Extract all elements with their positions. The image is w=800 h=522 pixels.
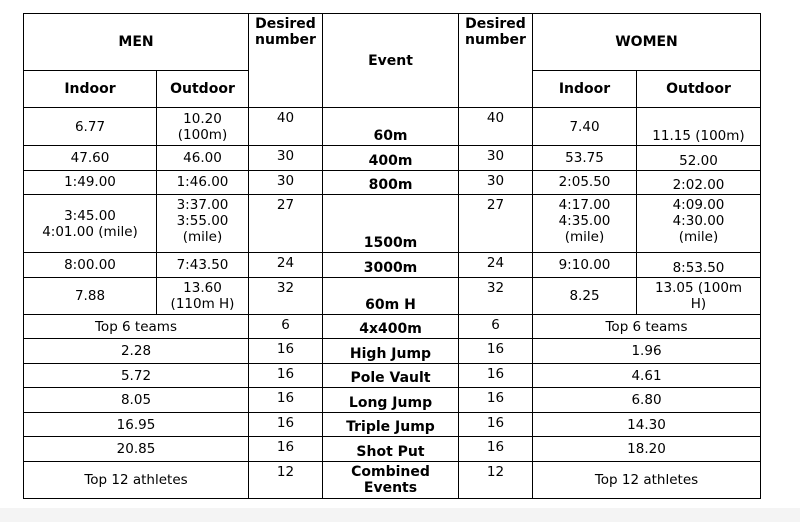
men-outdoor-header: Outdoor — [157, 71, 249, 108]
event-cell: Triple Jump — [323, 412, 459, 437]
men-outdoor-cell: 3:37.00 3:55.00 (mile) — [157, 195, 249, 253]
men-mark-cell: Top 6 teams — [24, 314, 249, 339]
page-bottom-band — [0, 508, 800, 522]
women-mark-cell: 4.61 — [533, 363, 761, 388]
table-row — [24, 388, 761, 413]
men-header: MEN — [24, 14, 249, 71]
desired-number-right-cell: 16 — [459, 388, 533, 413]
men-outdoor-cell: 1:46.00 — [157, 170, 249, 195]
event-cell: 60m H — [323, 277, 459, 314]
desired-number-left-cell: 30 — [249, 170, 323, 195]
men-mark-cell: Top 12 athletes — [24, 462, 249, 499]
desired-number-left-cell: 27 — [249, 195, 323, 253]
event-cell: 400m — [323, 145, 459, 170]
men-outdoor-cell: 7:43.50 — [157, 253, 249, 278]
men-indoor-cell: 6.77 — [24, 108, 157, 146]
desired-number-right-cell: 30 — [459, 145, 533, 170]
event-cell: 4x400m — [323, 314, 459, 339]
women-outdoor-cell: 13.05 (100m H) — [637, 277, 761, 314]
event-cell: Pole Vault — [323, 363, 459, 388]
women-outdoor-cell: 11.15 (100m) — [637, 108, 761, 146]
event-cell: 3000m — [323, 253, 459, 278]
women-mark-cell: Top 12 athletes — [533, 462, 761, 499]
women-outdoor-cell: 4:09.00 4:30.00 (mile) — [637, 195, 761, 253]
event-cell: 800m — [323, 170, 459, 195]
women-indoor-header: Indoor — [533, 71, 637, 108]
table-row — [24, 339, 761, 364]
women-outdoor-header: Outdoor — [637, 71, 761, 108]
table-row — [24, 277, 761, 314]
women-mark-cell: 14.30 — [533, 412, 761, 437]
event-cell: Combined Events — [323, 462, 459, 499]
qualifying-standards-table — [23, 13, 761, 499]
event-cell: 1500m — [323, 195, 459, 253]
table-row — [24, 145, 761, 170]
desired-number-right-cell: 6 — [459, 314, 533, 339]
desired-number-right-cell: 24 — [459, 253, 533, 278]
table-row — [24, 195, 761, 253]
men-indoor-cell: 7.88 — [24, 277, 157, 314]
men-outdoor-cell: 13.60 (110m H) — [157, 277, 249, 314]
women-header: WOMEN — [533, 14, 761, 71]
table-row — [24, 253, 761, 278]
women-mark-cell: 1.96 — [533, 339, 761, 364]
women-outdoor-cell: 52.00 — [637, 145, 761, 170]
men-mark-cell: 2.28 — [24, 339, 249, 364]
women-mark-cell: 18.20 — [533, 437, 761, 462]
desired-number-left-cell: 16 — [249, 412, 323, 437]
table-row — [24, 412, 761, 437]
women-outdoor-cell: 2:02.00 — [637, 170, 761, 195]
desired-number-header-right: Desired number — [459, 14, 533, 108]
desired-number-left-cell: 30 — [249, 145, 323, 170]
desired-number-left-cell: 16 — [249, 339, 323, 364]
desired-number-right-cell: 16 — [459, 437, 533, 462]
event-header: Event — [323, 14, 459, 108]
desired-number-right-cell: 16 — [459, 412, 533, 437]
desired-number-right-cell: 40 — [459, 108, 533, 146]
table-row — [24, 462, 761, 499]
table-row — [24, 314, 761, 339]
men-indoor-cell: 8:00.00 — [24, 253, 157, 278]
men-indoor-cell: 47.60 — [24, 145, 157, 170]
men-indoor-cell: 1:49.00 — [24, 170, 157, 195]
event-cell: Long Jump — [323, 388, 459, 413]
women-indoor-cell: 8.25 — [533, 277, 637, 314]
men-mark-cell: 8.05 — [24, 388, 249, 413]
desired-number-left-cell: 12 — [249, 462, 323, 499]
desired-number-left-cell: 32 — [249, 277, 323, 314]
desired-number-left-cell: 24 — [249, 253, 323, 278]
women-indoor-cell: 53.75 — [533, 145, 637, 170]
table-row — [24, 170, 761, 195]
event-cell: Shot Put — [323, 437, 459, 462]
women-outdoor-cell: 8:53.50 — [637, 253, 761, 278]
desired-number-left-cell: 16 — [249, 363, 323, 388]
desired-number-header-left: Desired number — [249, 14, 323, 108]
men-indoor-cell: 3:45.00 4:01.00 (mile) — [24, 195, 157, 253]
men-mark-cell: 16.95 — [24, 412, 249, 437]
desired-number-left-cell: 6 — [249, 314, 323, 339]
desired-number-left-cell: 16 — [249, 388, 323, 413]
women-mark-cell: Top 6 teams — [533, 314, 761, 339]
women-mark-cell: 6.80 — [533, 388, 761, 413]
desired-number-right-cell: 27 — [459, 195, 533, 253]
table-row — [24, 437, 761, 462]
desired-number-left-cell: 16 — [249, 437, 323, 462]
women-indoor-cell: 7.40 — [533, 108, 637, 146]
table-row — [24, 108, 761, 146]
women-indoor-cell: 4:17.00 4:35.00 (mile) — [533, 195, 637, 253]
women-indoor-cell: 9:10.00 — [533, 253, 637, 278]
desired-number-right-cell: 16 — [459, 339, 533, 364]
desired-number-right-cell: 32 — [459, 277, 533, 314]
women-indoor-cell: 2:05.50 — [533, 170, 637, 195]
men-mark-cell: 5.72 — [24, 363, 249, 388]
event-cell: 60m — [323, 108, 459, 146]
desired-number-right-cell: 12 — [459, 462, 533, 499]
desired-number-right-cell: 16 — [459, 363, 533, 388]
men-outdoor-cell: 46.00 — [157, 145, 249, 170]
men-outdoor-cell: 10.20 (100m) — [157, 108, 249, 146]
desired-number-right-cell: 30 — [459, 170, 533, 195]
men-mark-cell: 20.85 — [24, 437, 249, 462]
men-indoor-header: Indoor — [24, 71, 157, 108]
desired-number-left-cell: 40 — [249, 108, 323, 146]
table-row — [24, 363, 761, 388]
event-cell: High Jump — [323, 339, 459, 364]
